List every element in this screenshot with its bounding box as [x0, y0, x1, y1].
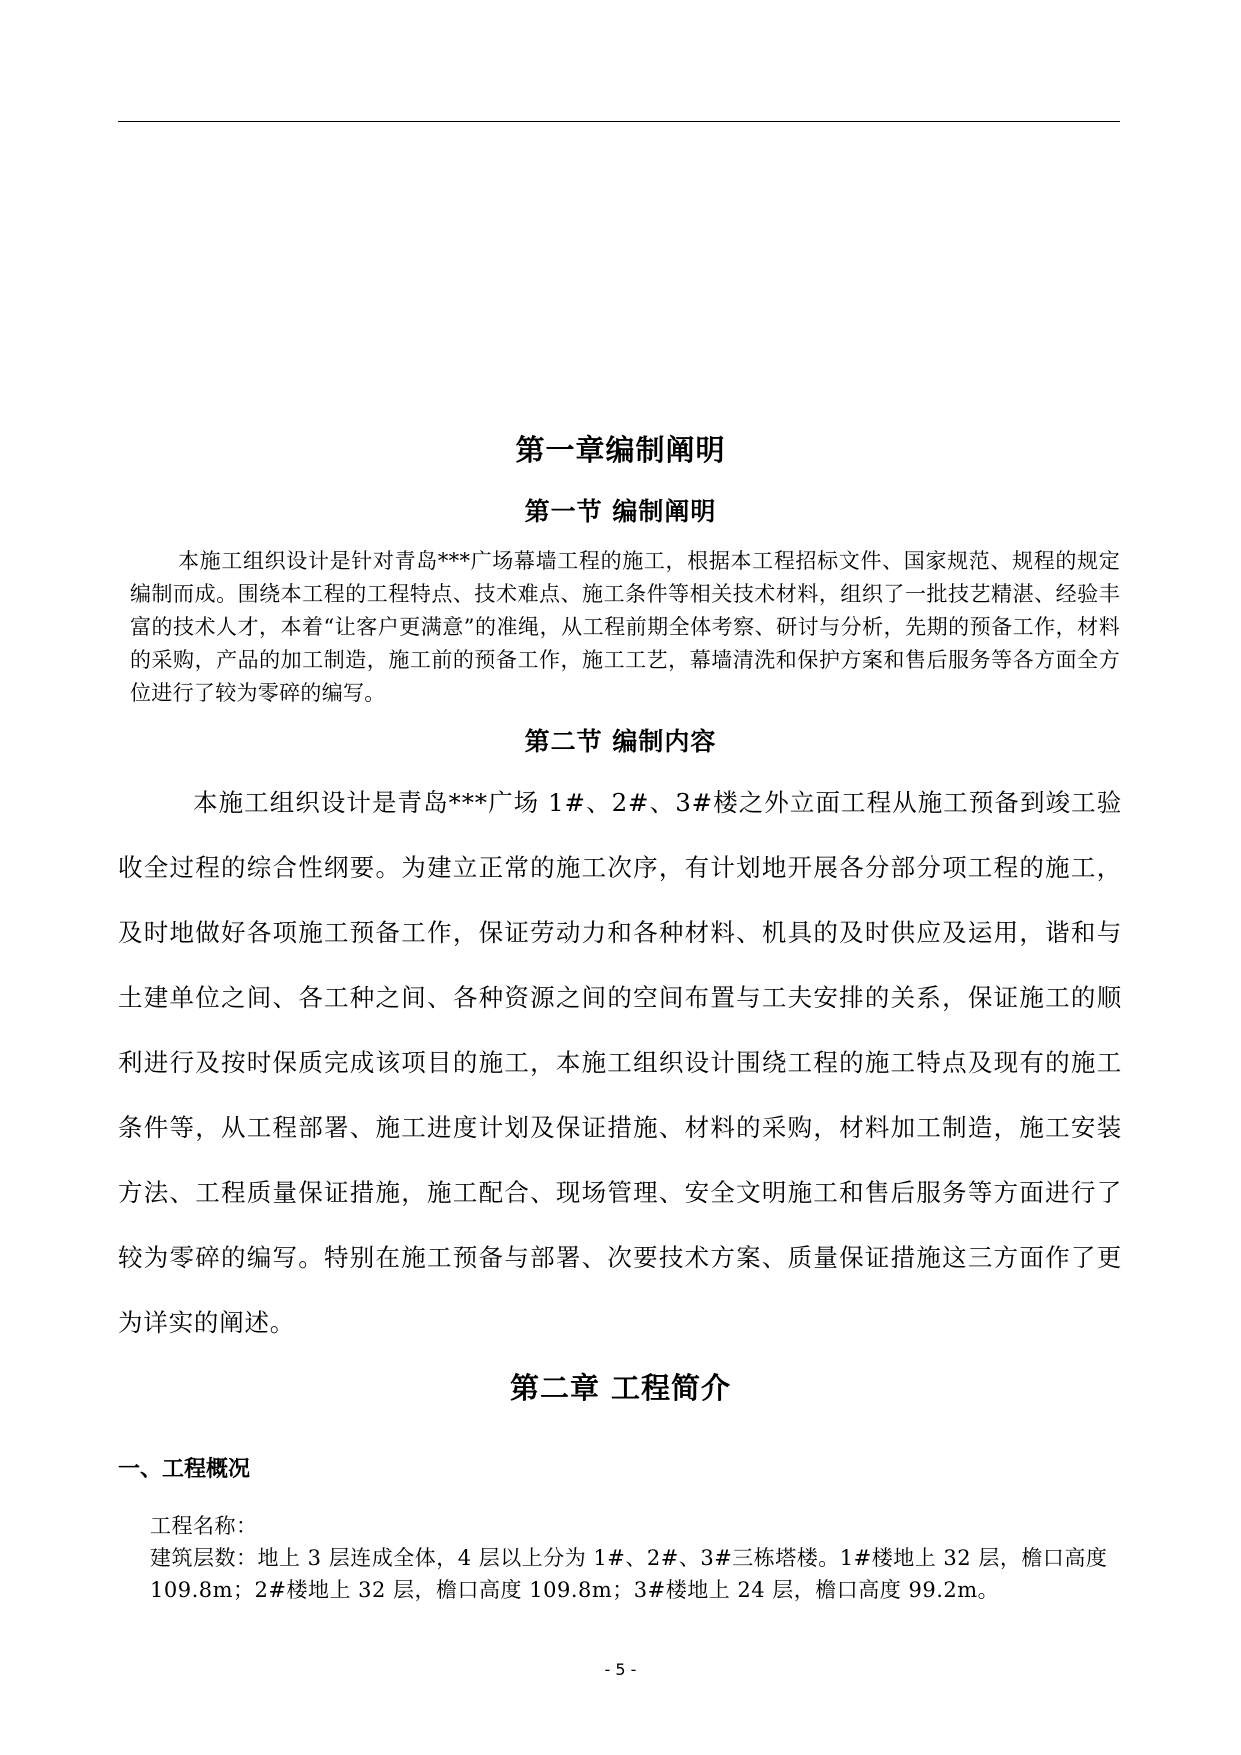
overview-title: 一、工程概况 — [118, 1457, 251, 1482]
chapter1-title: 第一章编制阐明 — [515, 433, 726, 467]
section2-title: 第二节 编制内容 — [524, 727, 717, 756]
building-floors-line: 建筑层数：地上 3 层连成全体，4 层以上分为 1#、2#、3#三栋塔楼。1#楼地上 32 层，檐口高度 109.8m；2#楼地上 32 层，檐口高度 109.8m；3#楼地上 24 层，檐口高度 99.2m。 — [150, 1546, 1108, 1602]
page-number: - 5 - — [604, 1660, 637, 1679]
project-name-line: 工程名称： — [150, 1514, 258, 1538]
chapter2-title: 第二章 工程简介 — [509, 1371, 732, 1405]
section1-title: 第一节 编制阐明 — [524, 497, 717, 526]
header-rule — [118, 121, 1120, 122]
section1-body: 本施工组织设计是针对青岛***广场幕墙工程的施工，根据本工程招标文件、国家规范、规程的规定编制而成。围绕本工程的工程特点、技术难点、施工条件等相关技术材料，组织了一批技艺精湛、经验丰富的技术人才，本着“让客户更满意”的准绳，从工程前期全体考察、研讨与分析，先期的预备工作，材料的采购，产品的加工制造，施工前的预备工作，施工工艺，幕墙清洗和保护方案和售后服务等各方面全方位进行了较为零碎的编写。 — [130, 549, 1120, 705]
section2-body: 本施工组织设计是青岛***广场 1#、2#、3#楼之外立面工程从施工预备到竣工验收全过程的综合性纲要。为建立正常的施工次序，有计划地开展各分部分项工程的施工，及时地做好各项施工预备工作，保证劳动力和各种材料、机具的及时供应及运用，谐和与土建单位之间、各工种之间、各种资源之间的空间布置与工夫安排的关系，保证施工的顺利进行及按时保质完成该项目的施工，本施工组织设计围绕工程的施工特点及现有的施工条件等，从工程部署、施工进度计划及保证措施、材料的采购，材料加工制造，施工安装方法、工程质量保证措施，施工配合、现场管理、安全文明施工和售后服务等方面进行了较为零碎的编写。特别在施工预备与部署、次要技术方案、质量保证措施这三方面作了更为详实的阐述。 — [118, 788, 1122, 1337]
